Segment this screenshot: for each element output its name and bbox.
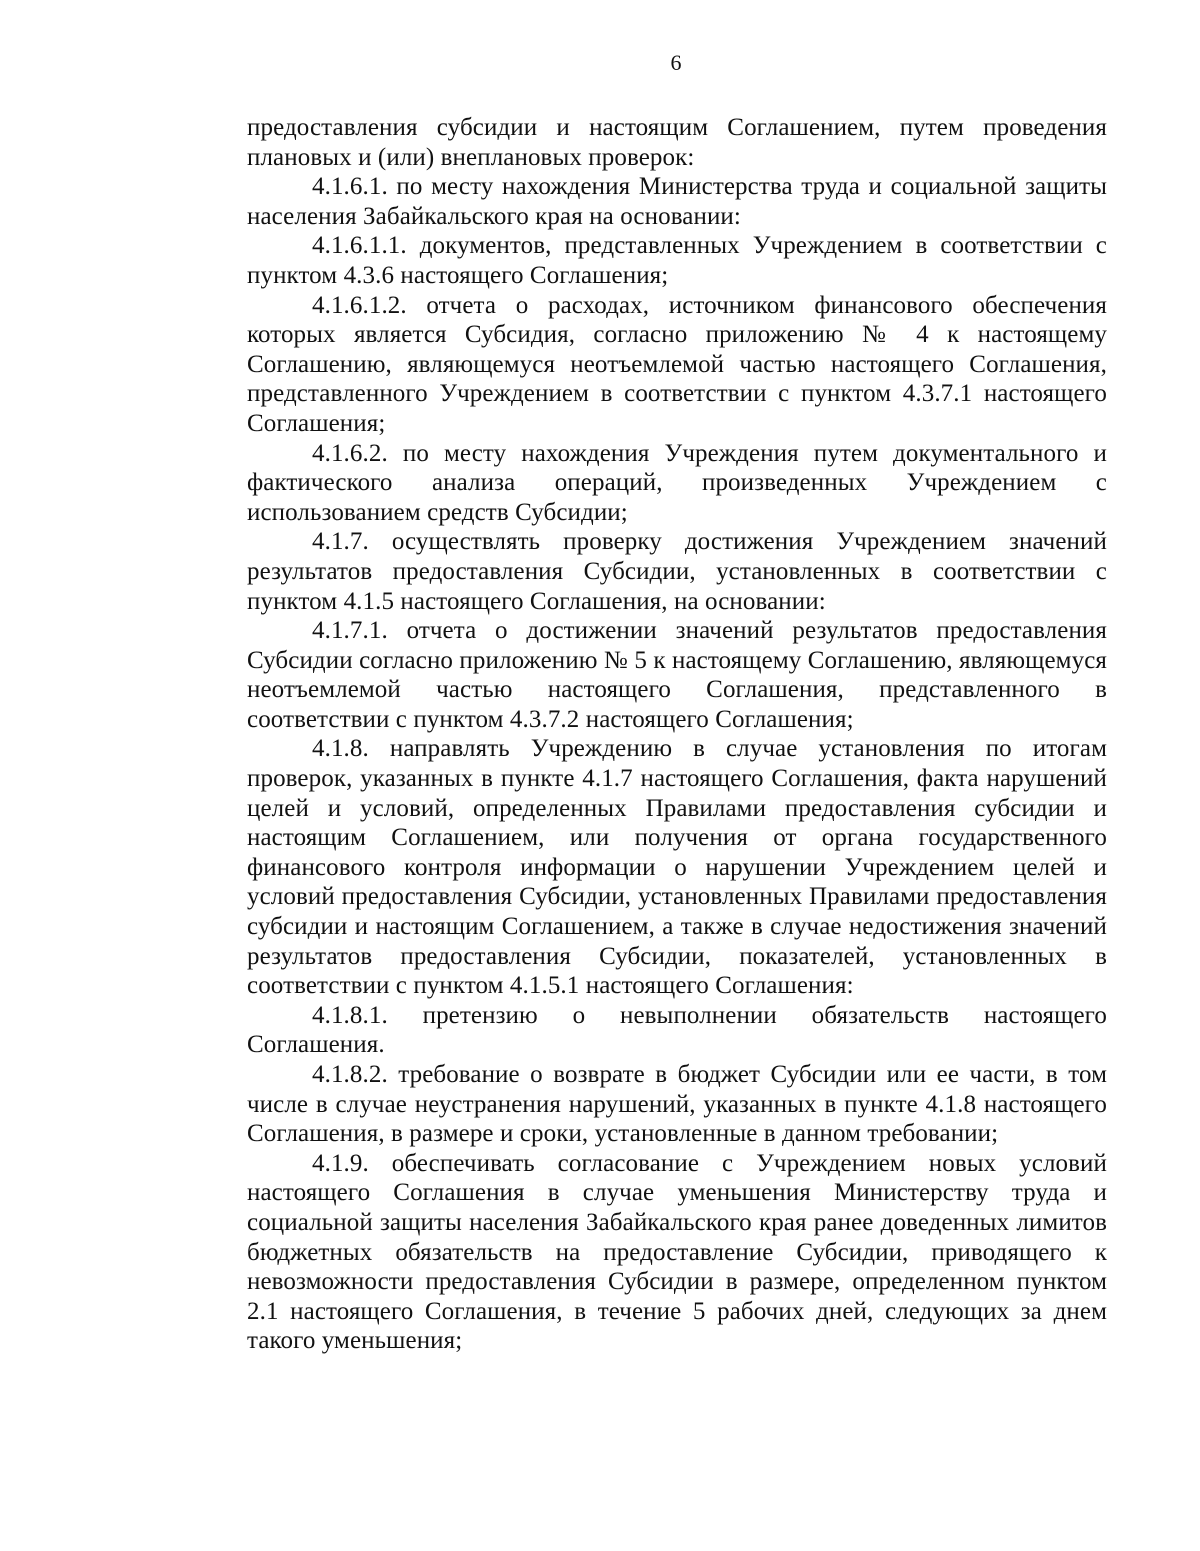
paragraph-4-1-6-1-1: 4.1.6.1.1. документов, представленных Учреждением в соответствии с пунктом 4.3.6 настоящего Соглашения; [247, 232, 1107, 289]
paragraph-4-1-7-1: 4.1.7.1. отчета о достижении значений результатов предоставления Субсидии согласно приложению № 5 к настоящему Соглашению, являющемуся неотъемлемой частью настоящего Соглашения, представленного в соответствии с пунктом 4.3.7.2 настоящего Соглашения; [247, 617, 1107, 733]
paragraph-4-1-8-2: 4.1.8.2. требование о возврате в бюджет Субсидии или ее части, в том числе в случае неустранения нарушений, указанных в пункте 4.1.8 настоящего Соглашения, в размере и сроки, установленные в данном требовании; [247, 1061, 1107, 1148]
paragraph-4-1-7: 4.1.7. осуществлять проверку достижения Учреждением значений результатов предоставления Субсидии, установленных в соответствии с пунктом 4.1.5 настоящего Соглашения, на основании: [247, 528, 1107, 615]
paragraph-4-1-6-1-2: 4.1.6.1.2. отчета о расходах, источником финансового обеспечения которых является Субсидия, согласно приложению № 4 к настоящему Соглашению, являющемуся неотъемлемой частью настоящего Соглашения, представленного Учреждением в соответствии с пунктом 4.3.7.1 настоящего Соглашения; [247, 291, 1107, 437]
paragraph-4-1-6-2: 4.1.6.2. по месту нахождения Учреждения путем документального и фактического анализа операций, произведенных Учреждением с использованием средств Субсидии; [247, 439, 1107, 526]
paragraph-continuation: предоставления субсидии и настоящим Соглашением, путем проведения плановых и (или) внеплановых проверок: [247, 114, 1107, 171]
paragraph-4-1-9: 4.1.9. обеспечивать согласование с Учреждением новых условий настоящего Соглашения в случае уменьшения Министерству труда и социальной защиты населения Забайкальского края ранее доведенных лимитов бюджетных обязательств на предоставление Субсидии, приводящего к невозможности предоставления Субсидии в размере, определенном пунктом 2.1 настоящего Соглашения, в течение 5 рабочих дней, следующих за днем такого уменьшения; [247, 1149, 1107, 1355]
paragraph-4-1-8-1: 4.1.8.1. претензию о невыполнении обязательств настоящего Соглашения. [247, 1001, 1107, 1059]
page-number: 6 [670, 50, 682, 75]
paragraph-4-1-6-1: 4.1.6.1. по месту нахождения Министерства труда и социальной защиты населения Забайкальского края на основании: [247, 173, 1107, 230]
paragraph-4-1-8: 4.1.8. направлять Учреждению в случае установления по итогам проверок, указанных в пункте 4.1.7 настоящего Соглашения, факта нарушений целей и условий, определенных Правилами предоставления субсидии и настоящим Соглашением, или получения от органа государственного финансового контроля информации о нарушении Учреждением целей и условий предоставления Субсидии, установленных Правилами предоставления субсидии и настоящим Соглашением, а также в случае недостижения значений результатов предоставления Субсидии, показателей, установленных в соответствии с пунктом 4.1.5.1 настоящего Соглашения: [247, 735, 1107, 1000]
document-body [247, 113, 1107, 1356]
